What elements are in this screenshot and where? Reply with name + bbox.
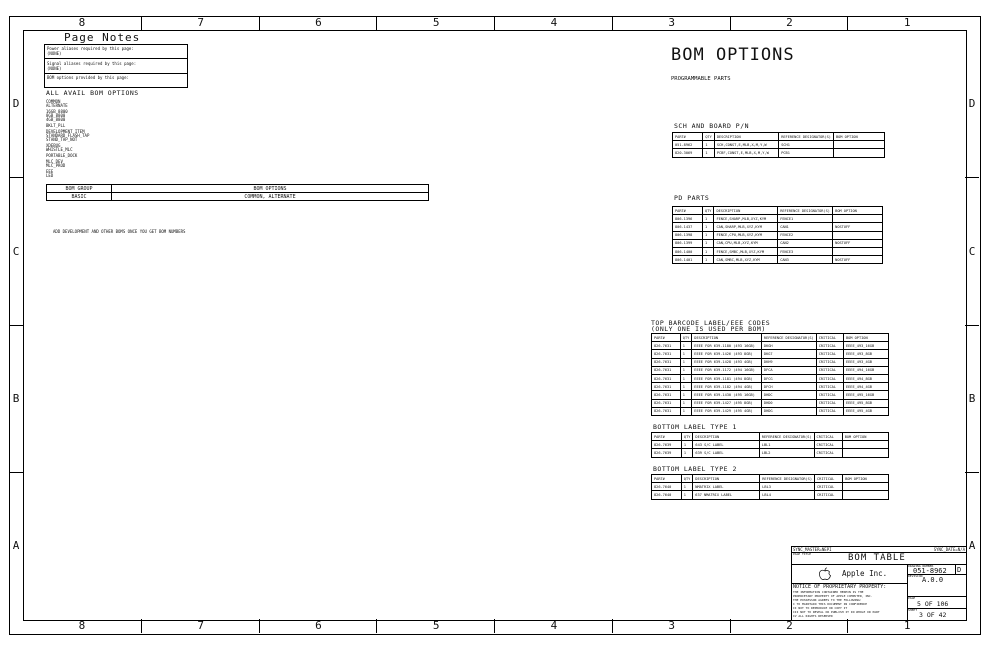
bottom-label-2-title: BOTTOM LABEL TYPE 2 xyxy=(653,465,737,473)
table-cell: EEEE_495_8GB xyxy=(843,399,888,407)
table-cell: 1 xyxy=(703,149,715,157)
table-cell: EEEE_494_4GB xyxy=(843,383,888,391)
proprietary-title: NOTICE OF PROPRIETARY PROPERTY: xyxy=(793,584,887,590)
bom-option-item: COMMON xyxy=(46,99,61,104)
table-cell xyxy=(833,231,883,239)
bom-options-header: BOM OPTIONS xyxy=(112,185,429,193)
table-row xyxy=(652,449,889,457)
table-row xyxy=(652,399,889,407)
table-cell: EEEE FOR 639-1182 (494 4GB) xyxy=(692,383,762,391)
table-cell: 1 xyxy=(680,350,692,358)
table-header-cell: REFERENCE DESIGNATOR(S) xyxy=(779,133,834,141)
table-cell xyxy=(833,149,884,157)
table-cell: 1 xyxy=(680,358,692,366)
table-row xyxy=(652,391,889,399)
table-cell: 826-7631 xyxy=(652,407,681,415)
table-cell: FENCE2 xyxy=(778,231,833,239)
table-header-cell: QTY xyxy=(680,334,692,342)
table-cell: 1 xyxy=(680,383,692,391)
bom-option-item: WHISTLE_MLC xyxy=(46,147,73,152)
table-cell: EEEE FOR 639-1172 (494 16GB) xyxy=(692,366,762,374)
table-cell: 826-7631 xyxy=(652,374,681,382)
table-header-cell: QTY xyxy=(681,433,693,441)
table-header-row xyxy=(652,334,889,342)
table-cell xyxy=(843,483,889,491)
sheet-label: SHEET xyxy=(908,608,918,612)
table-cell: EEEE_495_4GB xyxy=(843,407,888,415)
table-cell: 1 xyxy=(681,491,693,499)
table-cell: CAN,SMBC,MLB,XYZ,KYM xyxy=(714,256,778,264)
zone-column-label: 4 xyxy=(494,16,613,30)
table-cell: 826-7631 xyxy=(652,399,681,407)
bom-option-item: MLC_PROD xyxy=(46,163,66,168)
table-cell: SCH,CONST,E,MLB,X,M,Y,W xyxy=(714,141,778,149)
revision-label: REVISION xyxy=(908,574,923,578)
table-cell: CRITICAL xyxy=(816,374,843,382)
table-cell: 806-1401 xyxy=(673,256,703,264)
zone-row-label: A xyxy=(9,472,23,620)
table-cell: 826-7639 xyxy=(652,441,682,449)
signal-aliases-value: (NONE) xyxy=(47,66,62,71)
table-cell: CRITICAL xyxy=(815,491,843,499)
table-header-row xyxy=(673,133,885,141)
table-row xyxy=(673,223,883,231)
table-header-cell: PART# xyxy=(652,334,681,342)
bom-group-header: BOM GROUP xyxy=(47,185,112,193)
table-cell xyxy=(833,141,884,149)
table-row xyxy=(652,366,889,374)
page-main-title: BOM OPTIONS xyxy=(671,45,795,65)
table-cell: 826-7631 xyxy=(652,391,681,399)
sch-board-table xyxy=(672,132,885,158)
table-cell: 806-1437 xyxy=(673,223,703,231)
table-cell: PCB1 xyxy=(779,149,834,157)
table-cell: 1 xyxy=(703,141,715,149)
table-cell: EEEE FOR 639-1430 (495 16GB) xyxy=(692,391,762,399)
table-cell: LBL2 xyxy=(759,449,814,457)
revision: A.0.0 xyxy=(922,576,944,584)
table-cell: DKG7 xyxy=(761,350,816,358)
table-cell: 1 xyxy=(680,399,692,407)
table-header-cell: REFERENCE DESIGNATOR(S) xyxy=(761,334,816,342)
table-header-cell: DESCRIPTION xyxy=(714,133,778,141)
table-cell: EEEE_495_16GB xyxy=(843,391,888,399)
sheet-number: 3 OF 42 xyxy=(919,611,947,619)
barcode-subtitle: (ONLY ONE IS USED PER BOM) xyxy=(651,325,766,333)
table-cell: CRITICAL xyxy=(816,407,843,415)
table-cell: 1 xyxy=(681,449,693,457)
table-cell: 806-1400 xyxy=(673,247,703,255)
table-cell: FENCE,SHARP,MLB,XYZ,KYM xyxy=(714,215,778,223)
table-cell: EEEE_493_16GB xyxy=(843,342,888,350)
table-row xyxy=(652,350,889,358)
table-cell: LBL4 xyxy=(760,491,815,499)
table-cell: EEEE FOR 639-1429 (495 4GB) xyxy=(692,407,762,415)
zone-column-label: 1 xyxy=(847,619,966,633)
apple-logo-icon xyxy=(818,566,832,580)
table-cell: 1 xyxy=(702,223,714,231)
page-number: 5 OF 106 xyxy=(917,600,949,608)
proprietary-line: II NOT TO REPRODUCE OR COPY IT xyxy=(793,606,848,610)
drawing-number: 051-8962 xyxy=(913,567,947,575)
bom-option-item: STANDARD_FLASH_TAP xyxy=(46,133,90,138)
bom-option-item: DEVELOPMENT_ITEM xyxy=(46,129,85,134)
table-cell: EEEE FOR 639-1181 (494 8GB) xyxy=(692,374,762,382)
table-cell: 637 NMATRIX LABEL xyxy=(693,491,760,499)
table-cell: CRITICAL xyxy=(816,350,843,358)
table-cell: 1 xyxy=(680,374,692,382)
table-cell: CRITICAL xyxy=(816,358,843,366)
zone-column-label: 7 xyxy=(141,16,260,30)
bottom-label-2-table xyxy=(651,474,889,500)
table-cell: CRITICAL xyxy=(816,342,843,350)
table-cell: FENCE1 xyxy=(778,215,833,223)
table-cell: FENCE,SMBC,MLB,XYZ,KYM xyxy=(714,247,778,255)
page-title-label: PAGE TITLE xyxy=(793,552,812,556)
zone-column-label: 5 xyxy=(376,619,495,633)
bom-option-item: XDEBUG xyxy=(46,143,61,148)
table-header-cell: QTY xyxy=(703,133,715,141)
zone-row-label: B xyxy=(9,325,23,473)
table-header-cell: CRITICAL xyxy=(815,475,843,483)
pd-parts-table xyxy=(672,206,883,264)
table-cell: 806-1399 xyxy=(673,239,703,247)
table-cell: LBL3 xyxy=(760,483,815,491)
table-header-cell: PART# xyxy=(673,133,703,141)
table-cell: CRITICAL xyxy=(815,483,843,491)
table-row xyxy=(652,483,889,491)
page-label: PAGE xyxy=(908,596,916,600)
proprietary-line: THE POSSESSOR AGREES TO THE FOLLOWING: xyxy=(793,598,862,602)
bom-option-item: ALTERNATE xyxy=(46,103,68,108)
table-cell: PCBF,CONST,E,MLB,X,M,Y,W xyxy=(714,149,778,157)
table-cell: 826-7640 xyxy=(652,483,682,491)
table-cell: NOSTUFF xyxy=(833,256,883,264)
table-header-cell: PART# xyxy=(652,433,682,441)
table-cell: LBL1 xyxy=(759,441,814,449)
table-cell: 826-7631 xyxy=(652,358,681,366)
all-avail-bom-title: ALL AVAIL BOM OPTIONS xyxy=(46,89,139,97)
bom-group-table xyxy=(46,184,429,201)
table-cell: EEEE_494_8GB xyxy=(843,374,888,382)
drawing-number-label: DRAWING NUMBER xyxy=(908,564,934,568)
table-cell: DHDC xyxy=(761,391,816,399)
bom-option-item: 4GB_8800 xyxy=(46,117,66,122)
table-cell: DHD0 xyxy=(761,399,816,407)
table-cell: EEEE FOR 639-1180 (493 16GB) xyxy=(692,342,762,350)
zone-column-label: 6 xyxy=(259,16,378,30)
table-cell xyxy=(842,441,888,449)
bom-option-item: 8GB_8800 xyxy=(46,113,66,118)
table-cell: NOSTUFF xyxy=(833,239,883,247)
table-cell: 1 xyxy=(702,231,714,239)
table-cell: EEEE_494_16GB xyxy=(843,366,888,374)
proprietary-notice xyxy=(793,590,880,618)
table-row xyxy=(673,141,885,149)
zone-row-label: D xyxy=(12,96,20,110)
zone-column-label: 8 xyxy=(78,16,86,29)
table-header-cell: QTY xyxy=(702,207,714,215)
table-cell: EEEE FOR 639-1427 (495 8GB) xyxy=(692,399,762,407)
table-row xyxy=(673,256,883,264)
table-header-row xyxy=(652,475,889,483)
table-header-cell: PART# xyxy=(673,207,703,215)
bom-options-cell: COMMON, ALTERNATE xyxy=(112,193,429,201)
drawing-inner-border xyxy=(23,30,967,621)
table-header-cell: BOM OPTION xyxy=(833,133,884,141)
zone-row-label: C xyxy=(965,177,979,325)
bom-option-item: EEE xyxy=(46,169,54,174)
signal-aliases-label: Signal aliases required by this page: xyxy=(47,61,137,66)
table-cell: DFCA xyxy=(761,366,816,374)
table-row xyxy=(652,383,889,391)
table-cell xyxy=(842,449,888,457)
table-cell: 643 S/C LABEL xyxy=(693,441,759,449)
table-cell: EEEE_493_4GB xyxy=(843,358,888,366)
table-cell: 051-8962 xyxy=(673,141,703,149)
table-row xyxy=(673,215,883,223)
table-cell: 1 xyxy=(680,407,692,415)
zone-column-label: 8 xyxy=(78,619,86,632)
table-header-cell: QTY xyxy=(681,475,693,483)
sync-date: SYNC_DATE=N/A xyxy=(933,547,965,552)
sch-board-title: SCH AND BOARD P/N xyxy=(674,122,750,130)
table-cell: DHDG xyxy=(761,407,816,415)
barcode-table xyxy=(651,333,889,416)
table-header-cell: DESCRIPTION xyxy=(693,433,759,441)
bom-options-provided-label: BOM options provided by this page: xyxy=(47,75,129,80)
table-cell: CAN3 xyxy=(778,256,833,264)
table-cell xyxy=(833,215,883,223)
zone-column-label: 2 xyxy=(730,16,849,30)
drawing-size: D xyxy=(957,566,962,574)
table-cell: DKH9 xyxy=(761,358,816,366)
programmable-parts-subtitle: PROGRAMMABLE PARTS xyxy=(671,76,731,82)
table-header-cell: REFERENCE DESIGNATOR(S) xyxy=(760,475,815,483)
page-notes-box xyxy=(44,44,188,88)
bom-option-item: STAND_TAP_NOT xyxy=(46,137,78,142)
table-header-row xyxy=(652,433,889,441)
table-cell: DKGH xyxy=(761,342,816,350)
table-cell: CRITICAL xyxy=(816,383,843,391)
table-header-cell: DESCRIPTION xyxy=(693,475,760,483)
table-cell: 826-7631 xyxy=(652,342,681,350)
table-header-cell: CRITICAL xyxy=(814,433,842,441)
power-aliases-label: Power aliases required by this page: xyxy=(47,46,134,51)
dev-note: ADD DEVELOPMENT AND OTHER BOMS ONCE YOU GET BOM NUMBERS xyxy=(53,229,186,234)
bom-option-item: LED xyxy=(46,173,54,178)
table-header-row xyxy=(673,207,883,215)
zone-column-label: 3 xyxy=(612,16,731,30)
table-row xyxy=(673,247,883,255)
table-cell: 826-7631 xyxy=(652,383,681,391)
table-cell: 639 S/C LABEL xyxy=(693,449,759,457)
bom-group-cell: BASIC xyxy=(47,193,112,201)
table-cell: 1 xyxy=(681,441,693,449)
zone-row-label: C xyxy=(9,177,23,325)
table-cell: 826-7640 xyxy=(652,491,682,499)
table-cell: CAN,CPU,MLB,XYZ,KYM xyxy=(714,239,778,247)
table-row xyxy=(652,358,889,366)
sync-master: SYNC_MASTER=NEPI xyxy=(793,547,832,552)
bottom-label-1-table xyxy=(651,432,889,458)
zone-column-label: 3 xyxy=(612,619,731,633)
table-cell: CRITICAL xyxy=(814,449,842,457)
table-cell: FENCE,CPU,MLB,XYZ,KYM xyxy=(714,231,778,239)
pd-parts-title: PD PARTS xyxy=(674,194,710,202)
table-cell: 1 xyxy=(680,391,692,399)
title-block xyxy=(791,546,967,621)
table-cell: SCH1 xyxy=(779,141,834,149)
zone-row-label: D xyxy=(968,96,976,110)
table-cell: EEEE FOR 639-1426 (493 8GB) xyxy=(692,350,762,358)
table-cell: 826-7639 xyxy=(652,449,682,457)
zone-row-label: B xyxy=(965,325,979,473)
page-notes-title: Page Notes xyxy=(64,31,141,44)
table-cell: 1 xyxy=(681,483,693,491)
bom-option-item: PORTABLE_DOCK xyxy=(46,153,78,158)
table-cell: CAN,SHARP,MLB,XYZ,KYM xyxy=(714,223,778,231)
table-cell: 820-3069 xyxy=(673,149,703,157)
table-row xyxy=(652,441,889,449)
zone-row-label: A xyxy=(965,472,979,620)
table-row xyxy=(652,342,889,350)
proprietary-line: I TO MAINTAIN THIS DOCUMENT IN CONFIDENCE xyxy=(793,602,868,606)
table-cell: EEEE FOR 639-1428 (493 4GB) xyxy=(692,358,762,366)
bom-option-item: BKLT_PLL xyxy=(46,123,66,128)
zone-column-label: 6 xyxy=(259,619,378,633)
zone-column-label: 1 xyxy=(847,16,966,30)
table-row xyxy=(673,239,883,247)
table-cell: DFCG xyxy=(761,374,816,382)
table-cell xyxy=(833,247,883,255)
table-row xyxy=(652,491,889,499)
table-cell: 826-7631 xyxy=(652,366,681,374)
table-cell: 826-7631 xyxy=(652,350,681,358)
power-aliases-value: (NONE) xyxy=(47,51,62,56)
table-cell: 1 xyxy=(702,256,714,264)
table-row xyxy=(673,231,883,239)
table-header-cell: CRITICAL xyxy=(816,334,843,342)
company-name: Apple Inc. xyxy=(842,569,888,578)
table-cell: CRITICAL xyxy=(816,391,843,399)
table-header-cell: DESCRIPTION xyxy=(714,207,778,215)
bottom-label-1-title: BOTTOM LABEL TYPE 1 xyxy=(653,423,737,431)
table-header-cell: BOM OPTION xyxy=(843,334,888,342)
table-row xyxy=(652,407,889,415)
table-cell: 1 xyxy=(680,366,692,374)
table-header-cell: BOM OPTION xyxy=(842,433,888,441)
table-cell: 1 xyxy=(702,247,714,255)
table-header-cell: BOM OPTION xyxy=(843,475,889,483)
table-cell: 1 xyxy=(680,342,692,350)
table-cell: 1 xyxy=(702,215,714,223)
table-cell: CRITICAL xyxy=(816,366,843,374)
table-cell: NMATRIX LABEL xyxy=(693,483,760,491)
zone-column-label: 4 xyxy=(494,619,613,633)
table-cell: DFCH xyxy=(761,383,816,391)
table-cell xyxy=(843,491,889,499)
table-row xyxy=(652,374,889,382)
bom-option-item: MLC_DEV xyxy=(46,159,63,164)
bom-option-item: 16GB_8800 xyxy=(46,109,68,114)
table-header-cell: BOM OPTION xyxy=(833,207,883,215)
proprietary-line: THE INFORMATION CONTAINED HEREIN IS THE xyxy=(793,590,864,594)
table-cell: 1 xyxy=(702,239,714,247)
table-cell: CAN2 xyxy=(778,239,833,247)
table-cell: CRITICAL xyxy=(816,399,843,407)
proprietary-line: IV ALL RIGHTS RESERVED xyxy=(793,614,833,618)
zone-column-label: 5 xyxy=(376,16,495,30)
table-cell: CAN1 xyxy=(778,223,833,231)
barcode-title: TOP BARCODE LABEL/EEE CODES xyxy=(651,319,771,327)
proprietary-line: III NOT TO REVEAL OR PUBLISH IT IN WHOLE OR PART xyxy=(793,610,880,614)
table-header-cell: DESCRIPTION xyxy=(692,334,762,342)
proprietary-line: PROPRIETARY PROPERTY OF APPLE COMPUTER, INC. xyxy=(793,594,873,598)
table-row xyxy=(673,149,885,157)
table-header-cell: PART# xyxy=(652,475,682,483)
table-cell: CRITICAL xyxy=(814,441,842,449)
table-cell: 806-1396 xyxy=(673,215,703,223)
table-header-cell: REFERENCE DESIGNATOR(S) xyxy=(778,207,833,215)
table-cell: NOSTUFF xyxy=(833,223,883,231)
page-title: BOM TABLE xyxy=(848,553,906,563)
zone-column-label: 7 xyxy=(141,619,260,633)
zone-column-label: 2 xyxy=(730,619,849,633)
table-cell: 806-1398 xyxy=(673,231,703,239)
table-cell: FENCE3 xyxy=(778,247,833,255)
table-header-cell: REFERENCE DESIGNATOR(S) xyxy=(759,433,814,441)
table-cell: EEEE_493_8GB xyxy=(843,350,888,358)
